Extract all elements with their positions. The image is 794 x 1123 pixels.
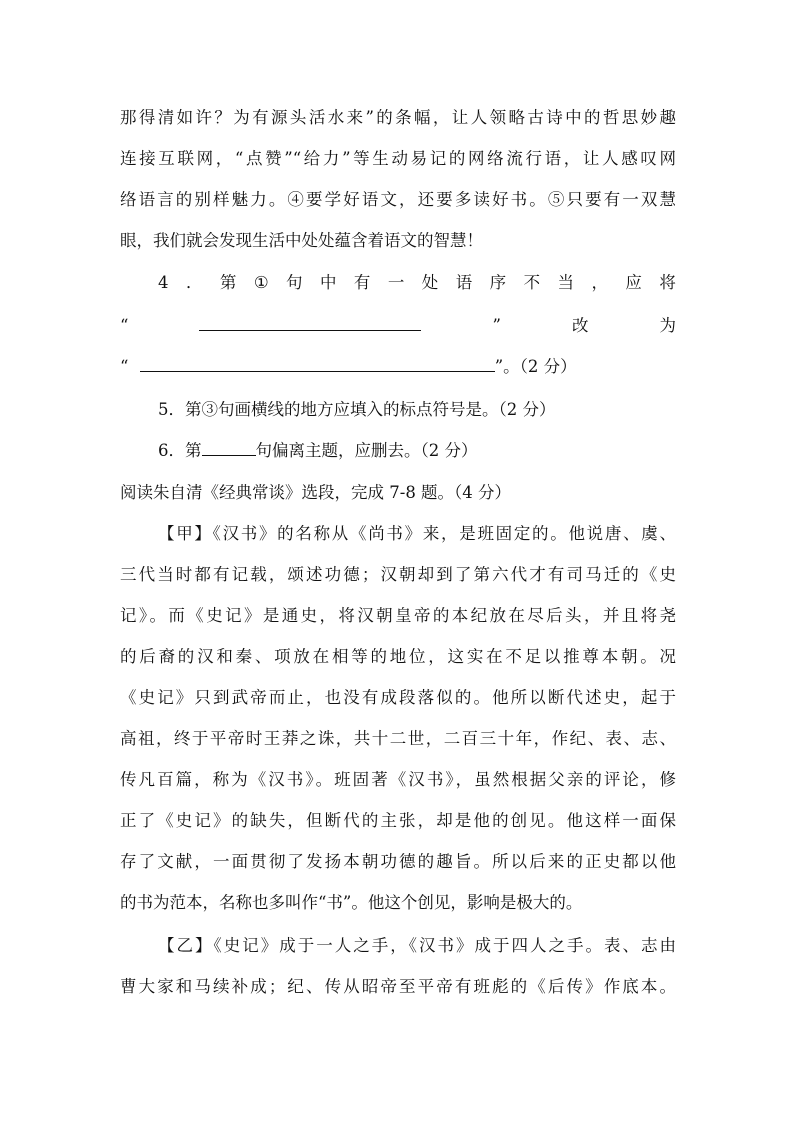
passage-jia-line: 的书为范本，名称也多叫作“书”。他这个创见，影响是极大的。 <box>120 893 583 912</box>
q4-char: 当 <box>557 273 575 292</box>
question-4-line-3 <box>120 355 676 379</box>
open-quote: “ <box>120 357 129 376</box>
word-gai: 改 <box>571 316 589 335</box>
passage-jia-line: 传凡百篇，称为《汉书》。班固著《汉书》，虽然根据父亲的评论，修 <box>120 770 676 789</box>
answer-blank-q6[interactable] <box>202 439 256 456</box>
word-wei: 为 <box>659 316 676 335</box>
q4-char: 不 <box>523 273 541 292</box>
q4-char: 4 <box>158 273 169 292</box>
passage-jia-line: 【甲】《汉书》的名称从《尚书》来，是班固定的。他说唐、虞、 <box>158 524 676 543</box>
q4-char: 句 <box>286 273 303 292</box>
question-5: 5．第③句画横线的地方应填入的标点符号是。（2 分） <box>158 400 556 419</box>
passage-jia-line: 《史记》只到武帝而止，也没有成段落似的。他所以断代述史，起于 <box>120 688 676 707</box>
q4-char: 将 <box>659 273 676 292</box>
reading-intro: 阅读朱自清《经典常谈》选段，完成 7-8 题。（4 分） <box>120 483 512 502</box>
q4-char: 第 <box>219 273 237 292</box>
passage-jia-line: 三代当时都有记载，颂述功德；汉朝却到了第六代才有司马迁的《史 <box>120 565 676 584</box>
q4-char: 序 <box>489 273 507 292</box>
passage-line: 连接互联网，“点赞”“给力”等生动易记的网络流行语，让人感叹网 <box>120 149 676 168</box>
passage-jia-line: 存了文献，一面贯彻了发扬本朝功德的趣旨。所以后来的正史都以他 <box>120 852 676 871</box>
question-6 <box>158 439 676 463</box>
q4-char: 应 <box>625 273 642 292</box>
q4-char: 处 <box>421 273 439 292</box>
passage-yi-line: 【乙】《史记》成于一人之手，《汉书》成于四人之手。表、志由 <box>158 936 676 955</box>
q4-char: ① <box>253 273 269 292</box>
answer-blank-corrected[interactable] <box>140 355 495 372</box>
passage-line: 眼，我们就会发现生活中处处蕴含着语文的智慧！ <box>120 231 483 250</box>
passage-jia-line: 的后裔的汉和秦、项放在相等的地位，这实在不足以推尊本朝。况 <box>120 647 676 666</box>
q4-char: ． <box>185 273 203 292</box>
passage-jia-line: 记》。而《史记》是通史，将汉朝皇帝的本纪放在尽后头，并且将尧 <box>120 606 676 625</box>
passage-yi-line: 曹大家和马续补成；纪、传从昭帝至平帝有班彪的《后传》作底本。 <box>120 977 676 996</box>
passage-jia-line: 高祖，终于平帝时王莽之诛，共十二世，二百三十年，作纪、表、志、 <box>120 729 676 748</box>
passage-line: 络语言的别样魅力。④要学好语文，还要多读好书。⑤只要有一双慧 <box>120 190 676 209</box>
question-4-line-1 <box>158 271 676 295</box>
close-quote: ” <box>492 316 501 335</box>
question-4-line-2 <box>120 314 676 338</box>
q4-char: ， <box>591 273 608 292</box>
open-quote: “ <box>120 316 129 335</box>
q6-suffix: 句偏离主题，应删去。（2 分） <box>255 441 478 460</box>
passage-jia-line: 正了《史记》的缺失，但断代的主张，却是他的创见。他这样一面保 <box>120 811 676 830</box>
answer-blank-original[interactable] <box>199 314 421 331</box>
q4-char: 有 <box>353 273 371 292</box>
q6-prefix: 6．第 <box>158 441 202 460</box>
q4-char: 中 <box>319 273 337 292</box>
q4-char: 语 <box>455 273 473 292</box>
q4-tail: ”。（2 分） <box>494 357 577 376</box>
passage-line: 那得清如许？为有源头活水来”的条幅，让人领略古诗中的哲思妙趣 <box>120 108 676 127</box>
q4-char: 一 <box>387 273 405 292</box>
